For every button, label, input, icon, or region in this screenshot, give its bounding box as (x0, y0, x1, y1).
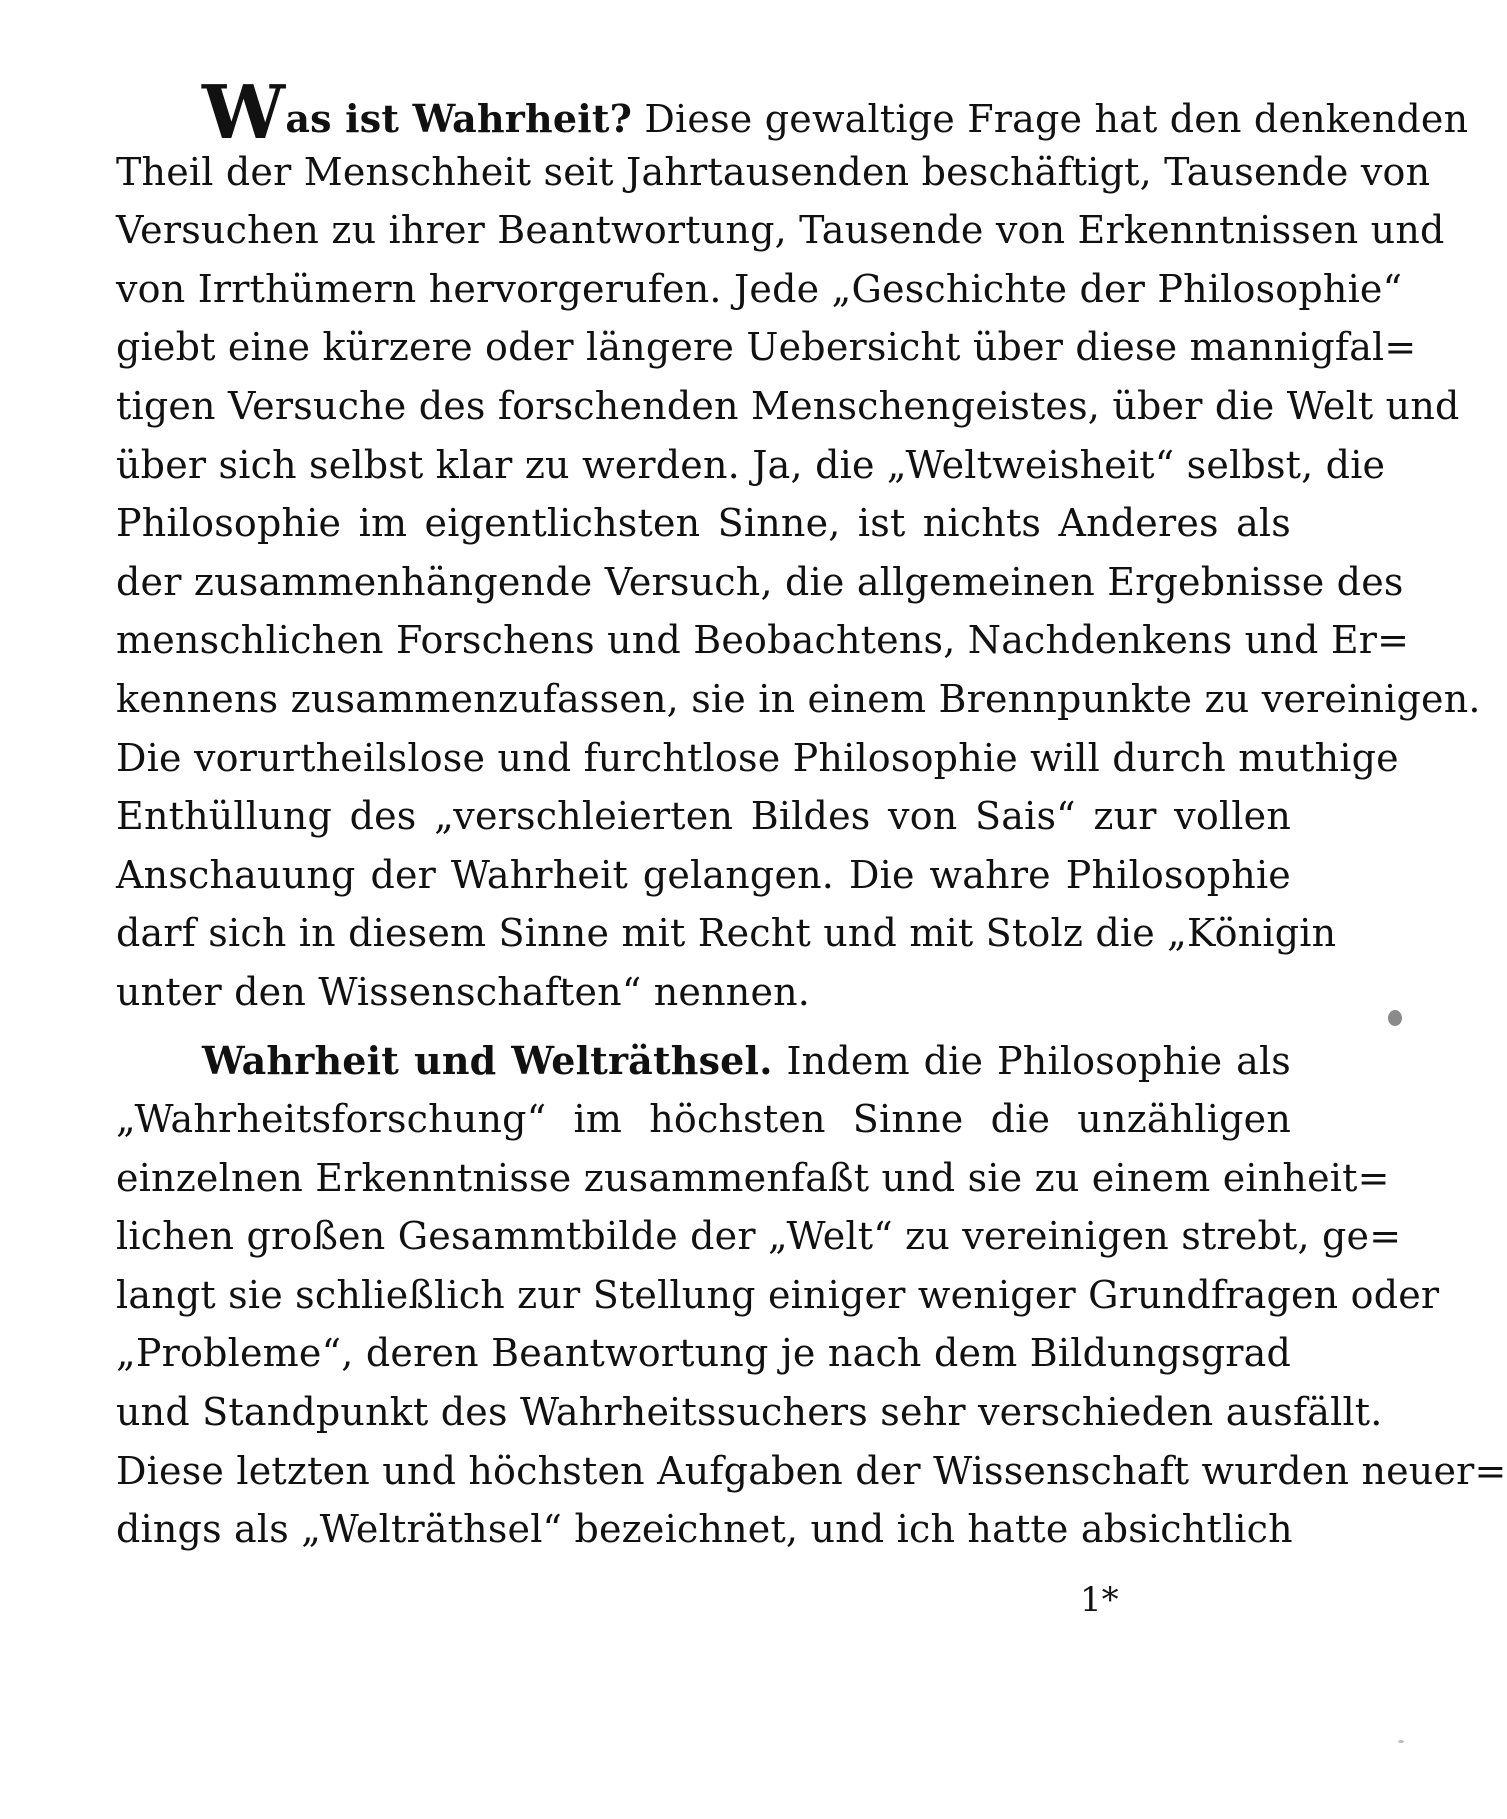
text-line: „Probleme“, deren Beantwortung je nach dem Bildungsgrad (116, 1331, 1291, 1376)
text-line: Versuchen zu ihrer Beantwortung, Tausende von Erkenntnissen und (116, 208, 1445, 253)
drop-cap: W (202, 70, 286, 156)
text-line: lichen großen Gesammtbilde der „Welt“ zu vereinigen strebt, ge= (116, 1214, 1402, 1259)
text-line: langt sie schließlich zur Stellung einiger weniger Grundfragen oder (116, 1272, 1440, 1317)
text-line: einzelnen Erkenntnisse zusammenfaßt und sie zu einem einheit= (116, 1155, 1390, 1200)
text-line: Philosophie im eigentlichsten Sinne, ist nichts Anderes als (116, 501, 1291, 546)
opening-heading: as ist Wahrheit? (285, 96, 633, 141)
line-text: Diese gewaltige Frage hat den denkenden (644, 97, 1469, 141)
body-text (116, 70, 1507, 1559)
scan-speck (1398, 1740, 1404, 1743)
paragraph-gap (116, 1022, 1291, 1032)
text-line: Enthüllung des „verschleierten Bildes von Sais“ zur vollen (116, 794, 1291, 839)
text-line: und Standpunkt des Wahrheitssuchers sehr verschieden ausfällt. (116, 1390, 1383, 1435)
section-heading: Wahrheit und Welträthsel. (202, 1037, 773, 1083)
paragraph-2 (116, 1032, 1507, 1559)
text-line: Anschauung der Wahrheit gelangen. Die wahre Philosophie (116, 852, 1291, 897)
text-line: tigen Versuche des forschenden Menschengeistes, über die Welt und (116, 383, 1460, 428)
text-line: unter den Wissenschaften“ nennen. (116, 969, 811, 1014)
text-line: kennens zusammenzufassen, sie in einem Brennpunkte zu vereinigen. (116, 676, 1481, 721)
text-line: Die vorurtheilslose und furchtlose Philosophie will durch muthige (116, 735, 1399, 780)
text-line: dings als „Welträthsel“ bezeichnet, und ich hatte absichtlich (116, 1507, 1293, 1552)
text-line: Diese letzten und höchsten Aufgaben der Wissenschaft wurden neuer= (116, 1448, 1507, 1493)
text-line: von Irrthümern hervorgerufen. Jede „Geschichte der Philosophie“ (116, 266, 1403, 311)
text-line: „Wahrheitsforschung“ im höchsten Sinne die unzähligen (116, 1097, 1291, 1142)
text-line: giebt eine kürzere oder längere Uebersicht über diese mannigfal= (116, 325, 1417, 370)
text-line (116, 1032, 1291, 1091)
page-number: 1* (1080, 1580, 1119, 1620)
text-line (116, 70, 1469, 156)
text-line: über sich selbst klar zu werden. Ja, die „Weltweisheit“ selbst, die (116, 442, 1386, 487)
text-line: Theil der Menschheit seit Jahrtausenden beschäftigt, Tausende von (116, 149, 1431, 194)
text-line: der zusammenhängende Versuch, die allgemeinen Ergebnisse des (116, 559, 1404, 604)
text-line: menschlichen Forschens und Beobachtens, Nachdenkens und Er= (116, 618, 1410, 663)
line-text: Indem die Philosophie als (786, 1038, 1292, 1083)
paragraph-1 (116, 70, 1481, 1022)
text-line: darf sich in diesem Sinne mit Recht und mit Stolz die „Königin (116, 911, 1337, 956)
scan-speck (1388, 1010, 1402, 1026)
